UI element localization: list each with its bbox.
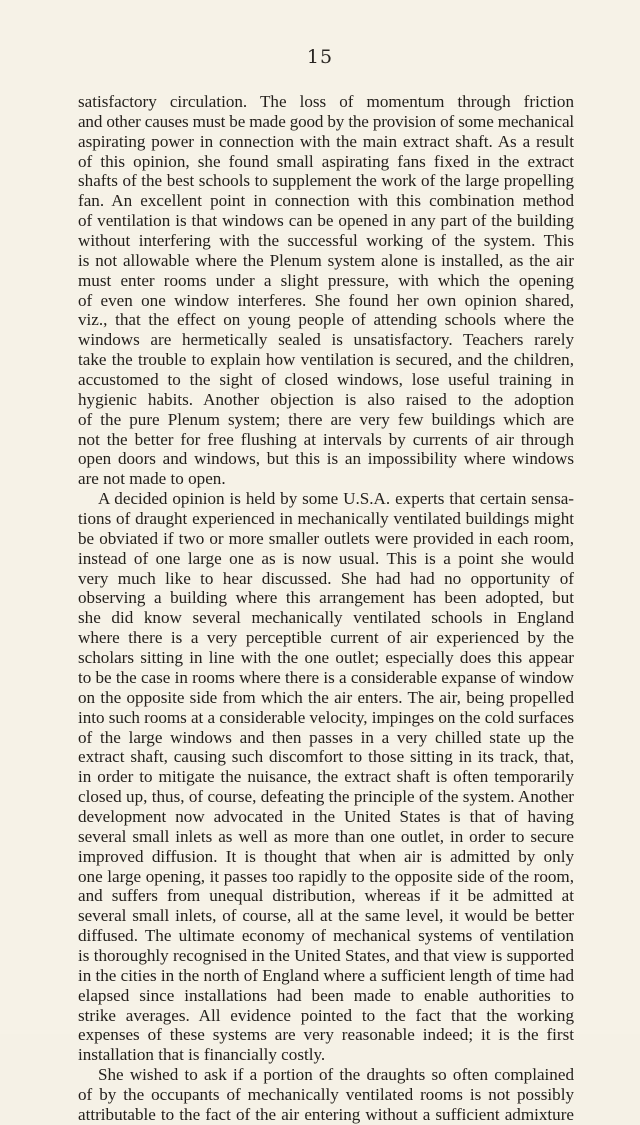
- text-line: to be the case in rooms where there is a considerable expanse of window: [78, 667, 574, 687]
- text-line: scholars sitting in line with the one outlet; especially does this appear: [78, 648, 574, 668]
- text-line: and other causes must be made good by the provision of some mechanical: [78, 111, 574, 131]
- text-line: diffused. The ultimate economy of mechanical systems of ventilation: [78, 926, 574, 946]
- text-line: closed up, thus, of course, defeating the principle of the system. Another: [78, 787, 574, 807]
- text-line: strike averages. All evidence pointed to the fact that the working: [78, 1005, 574, 1025]
- text-line: shafts of the best schools to supplement the work of the large propelling: [78, 171, 574, 191]
- text-line: expenses of these systems are very reasonable indeed; it is the first: [78, 1025, 574, 1045]
- text-line: of this opinion, she found small aspirating fans fixed in the extract: [78, 151, 574, 171]
- text-line: of the large windows and then passes in a very chilled state up the: [78, 727, 574, 747]
- text-line: not the better for free flushing at intervals by currents of air through: [78, 429, 574, 449]
- text-line: accustomed to the sight of closed windows, lose useful training in: [78, 370, 574, 390]
- text-line: take the trouble to explain how ventilation is secured, and the children,: [78, 350, 574, 370]
- text-line: improved diffusion. It is thought that when air is admitted by only: [78, 846, 574, 866]
- text-line: viz., that the effect on young people of attending schools where the: [78, 310, 574, 330]
- text-line: development now advocated in the United States is that of having: [78, 806, 574, 826]
- text-line: must enter rooms under a slight pressure, with which the opening: [78, 270, 574, 290]
- text-line: and suffers from unequal distribution, whereas if it be admitted at: [78, 886, 574, 906]
- text-line: hygienic habits. Another objection is also raised to the adoption: [78, 389, 574, 409]
- text-line: windows are hermetically sealed is unsatisfactory. Teachers rarely: [78, 330, 574, 350]
- text-line: where there is a very perceptible current of air experienced by the: [78, 628, 574, 648]
- text-line: of the pure Plenum system; there are very few buildings which are: [78, 409, 574, 429]
- text-line: without interfering with the successful working of the system. This: [78, 231, 574, 251]
- text-line: on the opposite side from which the air enters. The air, being propelled: [78, 687, 574, 707]
- text-line: tions of draught experienced in mechanically ventilated buildings might: [78, 509, 574, 529]
- text-line: of even one window interferes. She found her own opinion shared,: [78, 290, 574, 310]
- text-line: She wished to ask if a portion of the draughts so often complained: [98, 1065, 574, 1085]
- text-line: is thoroughly recognised in the United States, and that view is supported: [78, 945, 574, 965]
- text-line: in the cities in the north of England where a sufficient length of time had: [78, 965, 574, 985]
- text-line: be obviated if two or more smaller outlets were provided in each room,: [78, 528, 574, 548]
- page-number: 15: [306, 46, 334, 68]
- text-line: is not allowable where the Plenum system alone is installed, as the air: [78, 250, 574, 270]
- text-line: several small inlets, of course, all at the same level, it would be better: [78, 906, 574, 926]
- text-line: are not made to open.: [78, 469, 226, 489]
- text-line: into such rooms at a considerable velocity, impinges on the cold surfaces: [78, 707, 574, 727]
- text-line: elapsed since installations had been made to enable authorities to: [78, 985, 574, 1005]
- text-line: observing a building where this arrangement has been adopted, but: [78, 588, 574, 608]
- body-text: [78, 92, 574, 1125]
- text-line: aspirating power in connection with the main extract shaft. As a result: [78, 131, 574, 151]
- text-line: several small inlets as well as more than one outlet, in order to secure: [78, 826, 574, 846]
- text-line: she did know several mechanically ventilated schools in England: [78, 608, 574, 628]
- text-line: very much like to hear discussed. She had had no opportunity of: [78, 568, 574, 588]
- text-line: one large opening, it passes too rapidly to the opposite side of the room,: [78, 866, 574, 886]
- text-line: satisfactory circulation. The loss of momentum through friction: [78, 92, 574, 111]
- text-line: open doors and windows, but this is an impossibility where windows: [78, 449, 574, 469]
- text-line: fan. An excellent point in connection with this combination method: [78, 191, 574, 211]
- text-line: extract shaft, causing such discomfort to those sitting in its track, that,: [78, 747, 574, 767]
- text-line: installation that is financially costly.: [78, 1045, 326, 1065]
- text-line: of by the occupants of mechanically ventilated rooms is not possibly: [78, 1084, 574, 1104]
- text-line: of ventilation is that windows can be opened in any part of the building: [78, 211, 574, 231]
- text-line: attributable to the fact of the air entering without a sufficient admixture: [78, 1104, 574, 1124]
- text-line: A decided opinion is held by some U.S.A. experts that certain sensa-: [98, 489, 574, 509]
- text-line: in order to mitigate the nuisance, the extract shaft is often temporarily: [78, 767, 574, 787]
- text-line: instead of one large one as is now usual. This is a point she would: [78, 548, 574, 568]
